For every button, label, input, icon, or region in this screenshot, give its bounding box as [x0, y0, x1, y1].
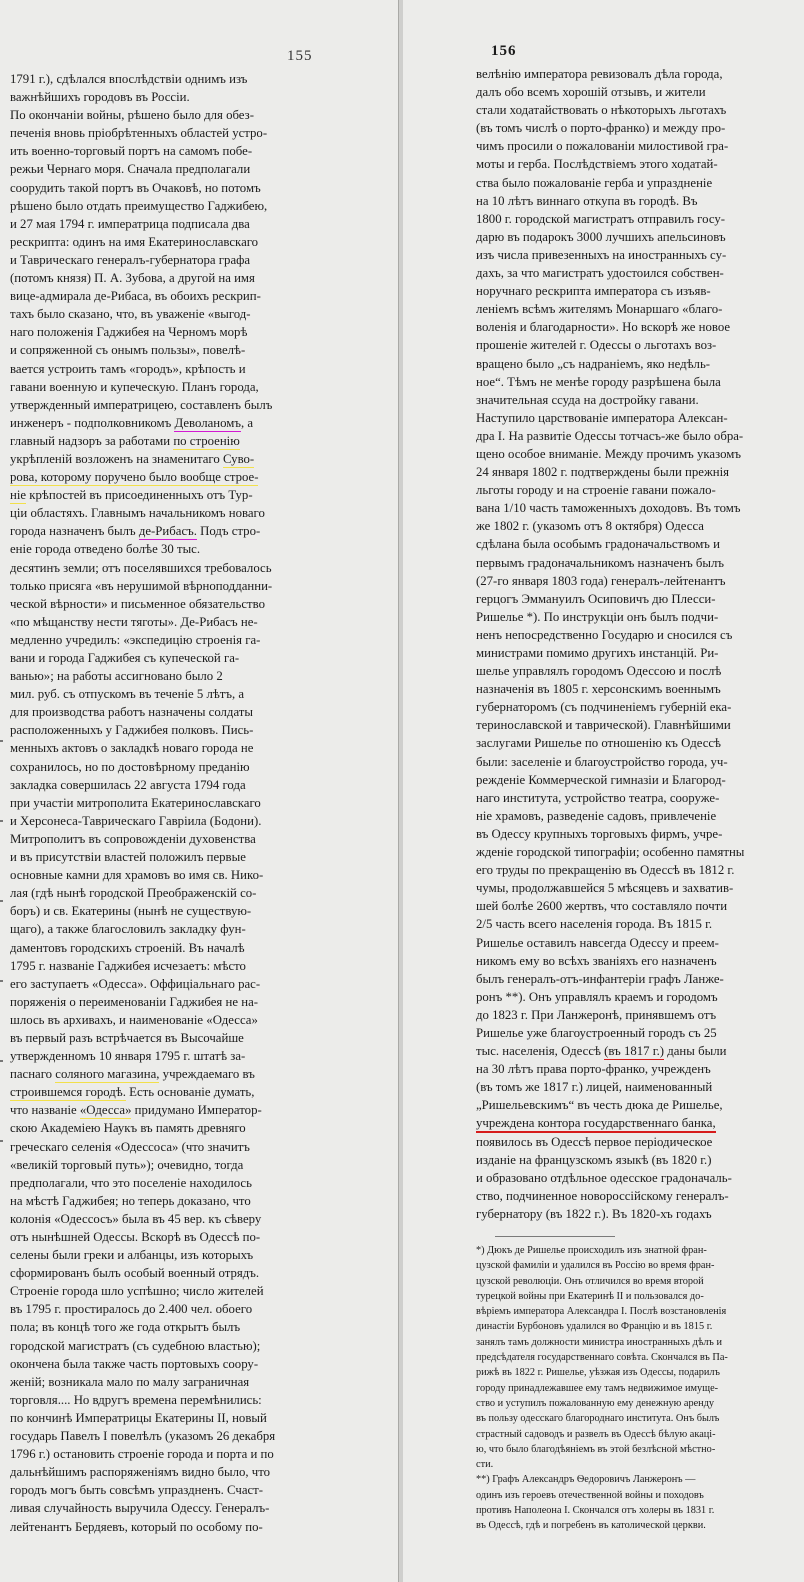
left-text-line: ливая случайность выручила Одессу. Генералъ-: [10, 1501, 270, 1516]
right-text-line: въ Одессу крупныхъ торговыхъ фирмъ, учре-: [476, 826, 723, 841]
right-text-line: (27-го января 1803 года) генералъ-лейтенантъ: [476, 573, 726, 588]
left-text-line: вице-адмирала де-Рибаса, въ обоихъ рескрип-: [10, 289, 261, 304]
right-text-line: были: заселеніе и благоустройство города, уч-: [476, 754, 728, 769]
right-text-line: 24 января 1802 г. подтверждены были прежнія: [476, 465, 730, 480]
left-text-line: городской магистратъ (съ судебною властью);: [10, 1338, 261, 1353]
left-text-line: сформированъ былъ особый военный отрядъ.: [10, 1266, 260, 1281]
right-text-line: ніе храмовъ, разведеніе садовъ, привлеченіе: [476, 808, 717, 823]
right-text-line: губернатору (въ 1822 г.). Въ 1820-хъ годахъ: [476, 1206, 712, 1221]
right-text-line: и образовано отдѣльное одесское градоначаль-: [476, 1170, 732, 1185]
left-text-line: государь Павелъ I повелѣлъ (указомъ 26 декабря: [10, 1429, 276, 1444]
right-text-line: 2/5 часть всего населенія города. Въ 1815 г.: [476, 917, 713, 932]
footnote-line: одинъ изъ героевъ отечественной войны и походовъ: [476, 1489, 704, 1501]
right-text-line: прошеніе жителей г. Одессы о льготахъ воз-: [476, 338, 717, 353]
footnote-line: предсѣдателя государственнаго совѣта. Скончался въ Па-: [476, 1352, 728, 1364]
left-text-line: рескрипта: одинъ на имя Екатеринославскаго: [10, 234, 259, 249]
footnote-line: цузской революціи. Онъ отличился во время второй: [476, 1275, 704, 1287]
left-text-line: режьи Чернаго моря. Сначала предполагали: [10, 162, 251, 177]
left-page: [0, 0, 398, 1582]
right-text-line: шелье управлялъ городомъ Одессою и послѣ: [476, 664, 722, 679]
right-text-line: герцогъ Эммануилъ Осиповичъ дю Плесси-: [476, 591, 716, 606]
right-text-line: чумы, продолжавшейся 5 мѣсяцевъ и захватив-: [476, 881, 734, 896]
footnote-line: занялъ тамъ должности министра иностранныхъ дѣлъ и: [476, 1336, 722, 1348]
left-text-line: инженеръ - подполковникомъ Деволаномъ, а: [10, 414, 343, 432]
left-text-line: городъ могъ быть совсѣмъ упраздненъ. Счаст-: [10, 1483, 264, 1498]
footnote-divider: [495, 1236, 615, 1237]
left-text-line: щаго), а также благословилъ закладку фун-: [10, 922, 246, 937]
left-text-line: поряженія о переименованіи Гаджибея не на-: [10, 994, 259, 1009]
left-text-line: тахъ было сказано, что, въ уваженіе «выгод-: [10, 307, 251, 322]
left-text-line: (потомъ князя) П. А. Зубова, а другой на имя: [10, 271, 255, 286]
left-text-line: женій; возникала мало по малу заграничная: [10, 1374, 250, 1389]
right-text-line: ронъ **). Онъ управлялъ краемъ и городомъ: [476, 989, 718, 1004]
left-text-line: селены были греки и албанцы, изъ которыхъ: [10, 1248, 254, 1263]
page-number-right: 156: [491, 43, 517, 59]
left-text-line: окончена была также часть портовыхъ соору-: [10, 1356, 259, 1371]
left-text-line: утвержденномъ 10 января 1795 г. штатѣ за-: [10, 1049, 246, 1064]
highlighted-phrase: де-Рибасъ.: [139, 524, 197, 540]
left-text-line: при участіи митрополита Екатеринославскаго: [10, 795, 261, 810]
right-text-line: его труды по прекращенію въ Одессѣ въ 1812 г.: [476, 863, 735, 878]
footnote-line: цузской фамиліи и удалился въ Россію во время фран-: [476, 1260, 715, 1272]
left-text-line: ческой вѣрности» и письменное обязательство: [10, 596, 265, 611]
left-text-line: и 27 мая 1794 г. императрица подписала два: [10, 216, 250, 231]
highlighted-phrase: Деволаномъ: [174, 416, 241, 432]
right-text-line: министрами помимо другихъ инстанцій. Ри-: [476, 646, 719, 660]
right-text-line: Наступило царствованіе императора Алексан-: [476, 410, 728, 425]
footnote-line: ю, что было благодѣяніемъ въ этой безлѣсной мѣстно-: [476, 1443, 716, 1455]
left-text-line: По окончаніи войны, рѣшено было для обез-: [10, 108, 254, 123]
right-text-line: шей болѣе 2600 жертвъ, что составляло почти: [476, 899, 728, 914]
left-text-line: въ первый разъ встрѣчается въ Высочайше: [10, 1030, 244, 1045]
highlighted-phrase: ніе: [10, 488, 26, 504]
right-text-line: (въ томъ же 1817 г.) лицей, наименованный: [476, 1080, 713, 1095]
highlighted-phrase: «Одесса»: [80, 1103, 132, 1119]
left-text-line: 1796 г.) остановить строеніе города и порта и по: [10, 1447, 274, 1462]
left-text-line: ванью»; на работы ассигновано было 2: [10, 669, 223, 684]
right-text-line: на 30 лѣтъ права порто-франко, учрежденъ: [476, 1062, 711, 1077]
left-text-line: закладка совершилась 22 августа 1794 года: [10, 777, 246, 792]
left-text-line: на мѣстѣ Гаджибея; но теперь доказано, что: [10, 1193, 251, 1208]
left-text-line: «по мѣщанству нести тяготы». Де-Рибасъ не-: [10, 614, 258, 629]
left-text-line: города назначенъ былъ де-Рибасъ. Подъ стро-: [10, 522, 343, 540]
left-text-line: и сопряженной съ онымъ пользы», повелѣ-: [10, 343, 246, 358]
highlighted-phrase: соляного магазина,: [55, 1067, 159, 1083]
right-page-text: [476, 65, 804, 1223]
right-text-line: дарю въ подарокъ 3000 лучшихъ апельсиновъ: [476, 229, 726, 244]
right-text-line: воленія и благодарности». Но вскорѣ же новое: [476, 320, 731, 335]
right-text-line: теринославской и таврической). Главнѣйшими: [476, 718, 731, 733]
right-text-line: дахъ, за что магистратъ удостоился собствен-: [476, 266, 724, 281]
right-text-line: изданіе на французскомъ языкѣ (въ 1820 г.): [476, 1152, 712, 1167]
left-text-line: отъ нынѣшней Одессы. Вскорѣ въ Одессѣ по-: [10, 1230, 261, 1244]
left-text-line: дальнѣйшимъ распоряженіямъ видно было, что: [10, 1465, 271, 1480]
left-text-line: наго положенія Гаджибея на Черномъ морѣ: [10, 325, 248, 340]
highlighted-phrase: Суво-: [223, 452, 254, 468]
right-text-line: наго института, устройство театра, сооруже-: [476, 790, 720, 805]
left-text-line: по кончинѣ Императрицы Екатерины II, новый: [10, 1410, 267, 1425]
left-text-line: торговля.... Но вдругъ времена перемѣнились:: [10, 1392, 262, 1407]
right-page: [403, 0, 804, 1582]
right-text-line: льготы городу и на строеніе гавани пожало-: [476, 483, 716, 498]
right-text-line: Ришелье уже благоустроенный городъ съ 25: [476, 1025, 717, 1040]
left-text-line: еніе города отведено болѣе 30 тыс.: [10, 542, 201, 557]
left-text-line: предполагали, что это поселеніе находилось: [10, 1175, 252, 1190]
right-text-line: режденіе Коммерческой гимназіи и Благород-: [476, 772, 726, 787]
left-text-line: и въ присутствіи властей положилъ первые: [10, 850, 246, 865]
left-text-line: строившемся городѣ. Есть основаніе думать,: [10, 1083, 343, 1101]
left-text-line: вается устроить тамъ «городъ», крѣпость и: [10, 361, 246, 376]
highlighted-phrase: строившемся городѣ.: [10, 1085, 126, 1101]
left-text-line: [10, 468, 343, 486]
left-text-line: медленно учредилъ: «экспедицію строенія га-: [10, 632, 261, 647]
left-text-line: менныхъ актовъ о закладкѣ новаго города не: [10, 741, 254, 756]
left-text-line: мил. руб. съ отпускомъ въ теченіе 5 лѣтъ, а: [10, 687, 245, 702]
right-text-line: Ришелье оставилъ навсегда Одессу и преем-: [476, 935, 719, 950]
left-text-line: гавани военную и купеческую. Планъ города,: [10, 379, 259, 394]
left-text-line: Митрополитъ въ сопровожденіи духовенства: [10, 831, 256, 846]
footnotes: [476, 1243, 804, 1534]
right-text-line: ное“. Тѣмъ не менѣе городу разрѣшена была: [476, 374, 721, 389]
right-text-line: жденіе городской типографіи; особенно памятны: [476, 845, 745, 860]
footnote-line: вѣріемъ императора Александра I. Послѣ возстановленія: [476, 1306, 727, 1318]
page-number-left: 155: [287, 48, 313, 64]
left-text-line: расположенныхъ у Гаджибея полковъ. Пись-: [10, 723, 254, 738]
right-text-line: щено особое вниманіе. Между прочимъ указомъ: [476, 446, 741, 461]
right-text-line: значительная ссуда на достройку гавани.: [476, 392, 699, 407]
right-text-line: на 10 лѣтъ виннаго откупа въ городѣ. Въ: [476, 193, 698, 208]
right-text-line: моты и герба. Послѣдствіемъ этого ходатай-: [476, 157, 718, 172]
left-text-line: 1791 г.), сдѣлался впослѣдствіи однимъ изъ: [10, 72, 248, 86]
right-text-line: (въ томъ числѣ о порто-франко) и между про-: [476, 121, 726, 136]
left-text-line: вани и города Гаджибея съ купеческой га-: [10, 651, 240, 665]
right-text-line: тыс. населенія, Одессѣ (въ 1817 г.) даны были: [476, 1042, 804, 1060]
left-text-line: утвержденный императрицею, составленъ былъ: [10, 397, 273, 412]
right-text-line: [476, 1114, 804, 1132]
right-text-line: ство, подчиненное новороссійскому генералъ-: [476, 1188, 729, 1203]
footnote-line: страстный садоводъ и развелъ въ Одессѣ бѣлую акаці-: [476, 1428, 716, 1440]
left-text-line: и Таврическаго генералъ-губернатора графа: [10, 252, 251, 267]
footnote-line: въ пользу одесскаго благороднаго института. Онъ былъ: [476, 1413, 720, 1425]
left-text-line: главный надзоръ за работами по строенію: [10, 432, 343, 450]
left-text-line: основные камни для храмовъ во имя св. Нико-: [10, 868, 264, 883]
right-text-line: леніемъ всѣмъ жителямъ Монаршаго «благо-: [476, 302, 723, 317]
right-text-line: появилось въ Одессѣ первое періодическое: [476, 1134, 713, 1149]
left-text-line: важнѣйшихъ городовъ въ Россіи.: [10, 90, 190, 105]
left-text-line: даментовъ городскихъ строеній. Въ началѣ: [10, 940, 245, 955]
right-text-line: назначенія въ 1805 г. херсонскимъ военнымъ: [476, 682, 721, 697]
left-text-line: греческаго селенія «Одессоса» (что значитъ: [10, 1139, 250, 1154]
left-text-line: печенія вновь пріобрѣтенныхъ областей устро-: [10, 126, 268, 141]
left-text-line: «великій торговый путь»); очевидно, тогда: [10, 1157, 244, 1172]
left-text-line: только присяга «въ нерушимой вѣрноподданни-: [10, 578, 273, 593]
right-text-line: Ришелье *). По инструкціи онъ былъ подчи-: [476, 609, 719, 624]
left-text-line: Строеніе города шло успѣшно; число жителей: [10, 1284, 264, 1299]
footnote-line: *) Дюкъ де Ришелье происходилъ изъ знатной фран-: [476, 1245, 707, 1256]
left-text-line: паснаго соляного магазина, учреждаемаго въ: [10, 1065, 343, 1083]
footnote-line: ство и уступилъ пожалованную ему денежную аренду: [476, 1397, 715, 1409]
left-text-line: шлось въ архивахъ, и наименованіе «Одесса»: [10, 1012, 258, 1027]
footnote-line: сти.: [476, 1459, 494, 1471]
right-text-line: губернаторомъ (съ подчиненіемъ губерній ека-: [476, 700, 732, 715]
highlighted-phrase: (въ 1817 г.): [604, 1044, 664, 1060]
right-text-line: стали ходатайствовать о нѣкоторыхъ льготахъ: [476, 103, 727, 118]
left-text-line: боръ) и св. Екатерины (нынѣ не существую-: [10, 904, 252, 919]
left-text-line: скою Академіею Наукъ въ память древняго: [10, 1121, 246, 1136]
footnote-line: рижѣ въ 1822 г. Ришелье, уѣзжая изъ Одессы, подарилъ: [476, 1367, 720, 1379]
left-text-line: для производства работъ назначены солдаты: [10, 705, 253, 720]
left-text-line: ціи областяхъ. Главнымъ начальникомъ новаго: [10, 506, 265, 521]
left-text-line: пола; въ концѣ того же года открытъ былъ: [10, 1320, 241, 1335]
right-text-line: сдѣлана была особымъ градоначальствомъ и: [476, 537, 720, 552]
right-text-line: 1800 г. городской магистратъ отправилъ госу-: [476, 211, 725, 226]
right-text-line: вращено было „съ надраніемъ, яко недѣль-: [476, 356, 711, 371]
right-text-line: „Ришельевскимъ“ въ честь дюка де Ришелье,: [476, 1098, 723, 1113]
right-text-line: изъ числа привезенныхъ на иностранныхъ су-: [476, 247, 727, 262]
left-text-line: ить военно-торговый портъ на самомъ побе-: [10, 144, 253, 159]
right-text-line: до 1823 г. При Ланжеронѣ, принявшемъ отъ: [476, 1007, 717, 1022]
left-page-text: [10, 70, 343, 1536]
left-text-line: рѣшено было отдать преимущество Гаджибею,: [10, 198, 268, 213]
footnote-line: городу принадлежавшее ему тамъ недвижимое имуще-: [476, 1382, 719, 1394]
footnote-line: турецкой войны при Екатеринѣ II и пользовался до-: [476, 1290, 704, 1302]
left-text-line: 1795 г. названіе Гаджибея исчезаетъ: мѣсто: [10, 958, 246, 973]
footnote-line: противъ Наполеона I. Скончался отъ холеры въ 1831 г.: [476, 1505, 715, 1517]
left-text-line: десятинъ земли; отъ поселявшихся требовалось: [10, 560, 272, 575]
right-text-line: ненъ непосредственно Государю и сносился съ: [476, 627, 733, 642]
left-text-line: лая (гдѣ нынѣ городской Преображенскій со-: [10, 886, 257, 901]
left-text-line: колонія «Одессосъ» была въ 45 вер. къ сѣверу: [10, 1211, 262, 1226]
left-text-line: укрѣпленій возложенъ на знаменитаго Суво-: [10, 450, 343, 468]
right-text-line: вана 1/10 часть таможенныхъ доходовъ. Въ томъ: [476, 501, 741, 516]
highlighted-phrase: рова, которому поручено было вообще строе-: [10, 470, 258, 486]
right-text-line: дра I. На развитіе Одессы тотчасъ-же было обра-: [476, 428, 744, 443]
right-text-line: никомъ ему во всѣхъ званіяхъ его назначенъ: [476, 953, 717, 968]
highlighted-phrase: по строенію: [173, 434, 239, 450]
left-text-line: что названіе «Одесса» придумано Император-: [10, 1101, 343, 1119]
highlighted-phrase: учреждена контора государственнаго банка,: [476, 1116, 716, 1132]
footnote-line: **) Графъ Александръ Ѳедоровичъ Ланжеронъ —: [476, 1474, 696, 1486]
right-text-line: заслугами Ришелье по отношенію къ Одессѣ: [476, 736, 722, 751]
right-text-line: былъ генералъ-отъ-инфантеріи графъ Ланже-: [476, 971, 724, 986]
footnote-line: династіи Бурбоновъ удалился во Францію и въ 1815 г.: [476, 1321, 713, 1333]
footnote-line: въ Одессѣ, гдѣ и погребенъ въ католической церкви.: [476, 1520, 706, 1532]
left-text-line: лейтенантъ Бердяевъ, который по особому по-: [10, 1519, 263, 1534]
right-text-line: первымъ градоначальникомъ назначенъ былъ: [476, 555, 725, 570]
left-text-line: соорудить такой портъ въ Очаковѣ, но потомъ: [10, 180, 261, 195]
right-text-line: ства было пожалованіе герба и упраздненіе: [476, 175, 713, 190]
right-text-line: же 1802 г. (указомъ отъ 8 октября) Одесса: [476, 519, 704, 534]
left-text-line: его заступаетъ «Одесса». Оффиціальнаго рас-: [10, 976, 261, 991]
left-text-line: ніе крѣпостей въ присоединенныхъ отъ Тур-: [10, 486, 343, 504]
right-text-line: далъ обо всемъ хорошій отзывъ, и жители: [476, 85, 706, 100]
right-text-line: чимъ просили о пожалованіи милостивой гра-: [476, 139, 729, 154]
left-text-line: сохранилось, но по достовѣрному преданію: [10, 759, 250, 774]
left-text-line: и Херсонеса-Таврическаго Гавріила (Бодони).: [10, 813, 262, 828]
left-text-line: въ 1795 г. простиралось до 2.400 чел. обоего: [10, 1302, 253, 1317]
left-margin-marks: [0, 700, 3, 1200]
right-text-line: велѣнію императора ревизовалъ дѣла города,: [476, 67, 723, 81]
right-text-line: норучнаго рескрипта императора съ изъяв-: [476, 284, 711, 299]
